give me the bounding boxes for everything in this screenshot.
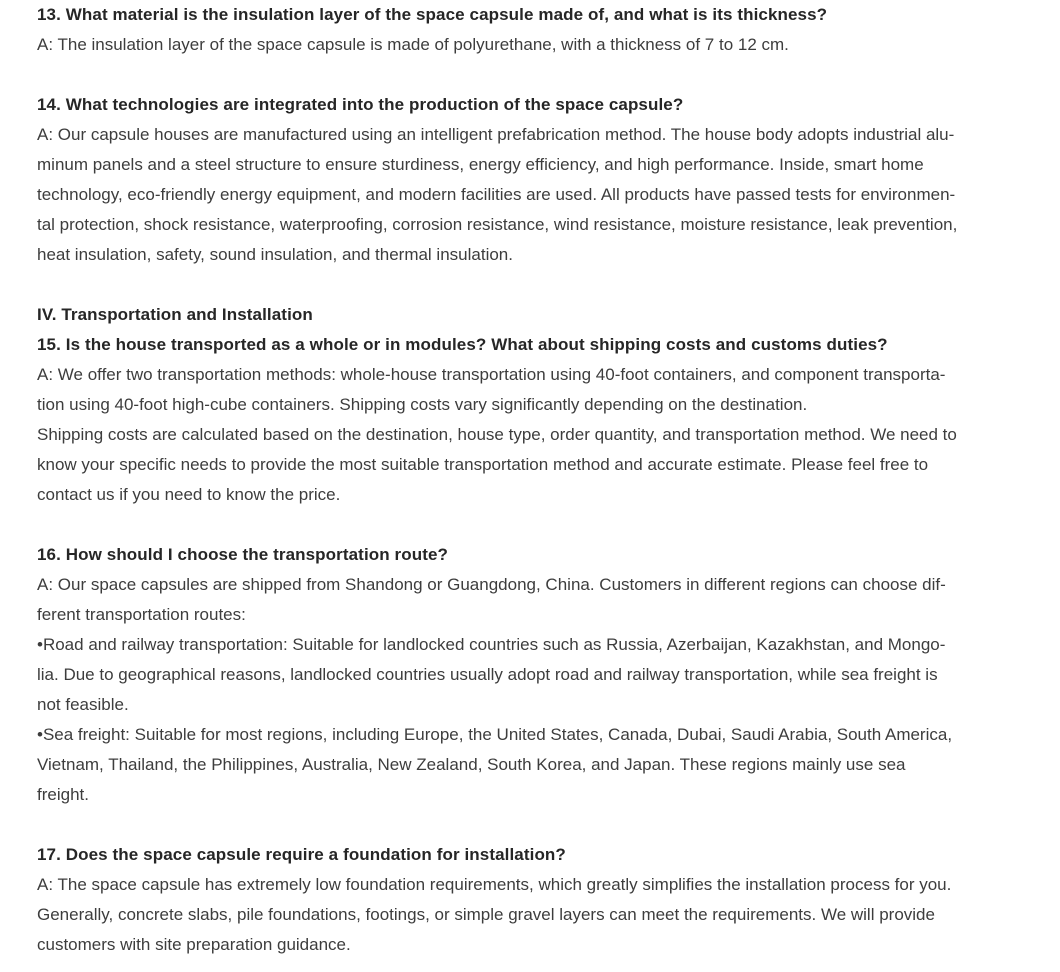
question-heading: 16. How should I choose the transportation route? xyxy=(37,545,449,564)
question-heading: IV. Transportation and Installation xyxy=(37,305,313,324)
body-line: A: Our capsule houses are manufactured using an intelligent prefabrication method. The house body adopts industrial alu- xyxy=(37,125,955,144)
body-line: heat insulation, safety, sound insulation, and thermal insulation. xyxy=(37,245,513,264)
body-line: tion using 40-foot high-cube containers. Shipping costs vary significantly depending on the destination. xyxy=(37,395,808,414)
question-heading: 15. Is the house transported as a whole or in modules? What about shipping costs and customs duties? xyxy=(37,335,888,354)
body-line: not feasible. xyxy=(37,695,129,714)
body-line: Shipping costs are calculated based on the destination, house type, order quantity, and transportation method. We need to xyxy=(37,425,957,444)
document-body xyxy=(37,0,1020,960)
body-line: A: The space capsule has extremely low foundation requirements, which greatly simplifies the installation process for you. xyxy=(37,875,952,894)
body-line: A: We offer two transportation methods: whole-house transportation using 40-foot containers, and component transporta- xyxy=(37,365,946,384)
body-line: A: Our space capsules are shipped from Shandong or Guangdong, China. Customers in different regions can choose dif- xyxy=(37,575,946,594)
body-line: freight. xyxy=(37,785,89,804)
body-line: customers with site preparation guidance. xyxy=(37,935,351,954)
body-line: •Road and railway transportation: Suitable for landlocked countries such as Russia, Azerbaijan, Kazakhstan, and Mongo- xyxy=(37,635,946,654)
body-line: ferent transportation routes: xyxy=(37,605,246,624)
question-heading: 14. What technologies are integrated into the production of the space capsule? xyxy=(37,95,684,114)
body-line: A: The insulation layer of the space capsule is made of polyurethane, with a thickness of 7 to 12 cm. xyxy=(37,35,789,54)
question-heading: 13. What material is the insulation layer of the space capsule made of, and what is its thickness? xyxy=(37,5,828,24)
paragraph-spacer xyxy=(37,270,1020,300)
body-line: lia. Due to geographical reasons, landlocked countries usually adopt road and railway transportation, while sea freight is xyxy=(37,665,938,684)
body-line: know your specific needs to provide the most suitable transportation method and accurate estimate. Please feel free to xyxy=(37,455,929,474)
question-heading: 17. Does the space capsule require a foundation for installation? xyxy=(37,845,566,864)
body-line: Vietnam, Thailand, the Philippines, Australia, New Zealand, South Korea, and Japan. These regions mainly use sea xyxy=(37,755,906,774)
body-line: •Sea freight: Suitable for most regions, including Europe, the United States, Canada, Dubai, Saudi Arabia, South America, xyxy=(37,725,953,744)
body-line: technology, eco-friendly energy equipment, and modern facilities are used. All products have passed tests for environmen- xyxy=(37,185,956,204)
paragraph-spacer xyxy=(37,810,1020,840)
body-line: tal protection, shock resistance, waterproofing, corrosion resistance, wind resistance, moisture resistance, leak prevention, xyxy=(37,215,958,234)
body-line: Generally, concrete slabs, pile foundations, footings, or simple gravel layers can meet the requirements. We will provide xyxy=(37,905,935,924)
paragraph-spacer xyxy=(37,60,1020,90)
paragraph-spacer xyxy=(37,510,1020,540)
body-line: minum panels and a steel structure to ensure sturdiness, energy efficiency, and high performance. Inside, smart home xyxy=(37,155,924,174)
body-line: contact us if you need to know the price. xyxy=(37,485,341,504)
